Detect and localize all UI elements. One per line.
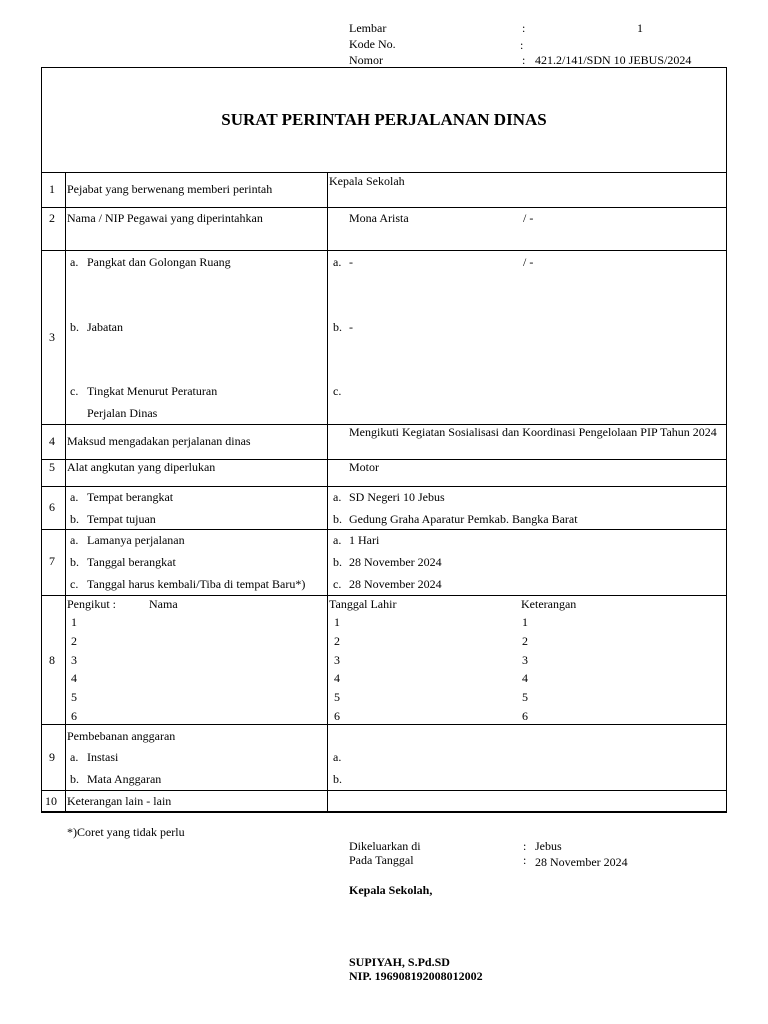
list-item: 5	[522, 690, 528, 704]
row3-b-label: Jabatan	[87, 320, 123, 334]
row3-c-value-letter: c.	[333, 384, 342, 398]
list-item: 2	[71, 634, 77, 648]
row3-a-letter: a.	[70, 255, 79, 269]
row5-number: 5	[49, 460, 55, 474]
list-item: 1	[522, 615, 528, 629]
list-item: 5	[71, 690, 77, 704]
list-item: 6	[71, 709, 77, 723]
row8-number: 8	[49, 653, 55, 667]
signer-name: SUPIYAH, S.Pd.SD	[349, 955, 450, 969]
row6-a-letter: a.	[70, 490, 79, 504]
row8-pengikut-label: Pengikut :	[67, 597, 117, 611]
tanggal-label: Pada Tanggal	[349, 853, 414, 867]
row9-number: 9	[49, 750, 55, 764]
nomor-colon: :	[522, 53, 526, 67]
row6-b-value-letter: b.	[333, 512, 342, 526]
row7-c-value-letter: c.	[333, 577, 342, 591]
row3-b-value: -	[349, 320, 353, 334]
row1-label: Pejabat yang berwenang memberi perintah	[67, 182, 273, 196]
list-item: 1	[71, 615, 77, 629]
tanggal-value: 28 November 2024	[535, 855, 628, 869]
row7-a-label: Lamanya perjalanan	[87, 533, 185, 547]
list-item: 4	[71, 671, 77, 685]
kode-colon: :	[520, 38, 524, 52]
row9-b-letter: b.	[70, 772, 79, 786]
row7-a-value: 1 Hari	[349, 533, 380, 547]
row3-a-value2: / -	[523, 255, 534, 269]
row9-a-value-letter: a.	[333, 750, 342, 764]
row8-tanggal-lahir-header: Tanggal Lahir	[329, 597, 397, 611]
row7-number: 7	[49, 554, 55, 568]
row2-nip: / -	[523, 211, 534, 225]
row3-number: 3	[49, 330, 55, 344]
row3-c-label: Tingkat Menurut Peraturan	[87, 384, 218, 398]
row1-value: Kepala Sekolah	[329, 174, 405, 188]
nomor-value: 421.2/141/SDN 10 JEBUS/2024	[535, 53, 692, 67]
list-item: 2	[522, 634, 528, 648]
lembar-colon: :	[522, 21, 526, 35]
row3-b-value-letter: b.	[333, 320, 342, 334]
row9-b-value-letter: b.	[333, 772, 342, 786]
row7-a-letter: a.	[70, 533, 79, 547]
row3-b-letter: b.	[70, 320, 79, 334]
row7-b-value: 28 November 2024	[349, 555, 442, 569]
row1-number: 1	[49, 182, 55, 196]
row7-c-label: Tanggal harus kembali/Tiba di tempat Baru*)	[87, 577, 306, 591]
row3-a-label: Pangkat dan Golongan Ruang	[87, 255, 231, 269]
list-item: 1	[334, 615, 340, 629]
row5-label: Alat angkutan yang diperlukan	[67, 460, 216, 474]
nomor-label: Nomor	[349, 53, 383, 67]
row10-number: 10	[45, 794, 57, 808]
row3-a-value-letter: a.	[333, 255, 342, 269]
row7-c-value: 28 November 2024	[349, 577, 442, 591]
footnote: *)Coret yang tidak perlu	[67, 825, 185, 839]
row7-b-letter: b.	[70, 555, 79, 569]
dikeluarkan-colon: :	[523, 839, 527, 853]
row6-number: 6	[49, 500, 55, 514]
dikeluarkan-value: Jebus	[535, 839, 562, 853]
row8-keterangan-header: Keterangan	[521, 597, 577, 611]
row8-nama-header: Nama	[149, 597, 178, 611]
row2-name: Mona Arista	[349, 211, 409, 225]
list-item: 3	[334, 653, 340, 667]
row9-label: Pembebanan anggaran	[67, 729, 176, 743]
list-item: 4	[522, 671, 528, 685]
row2-number: 2	[49, 211, 55, 225]
list-item: 6	[522, 709, 528, 723]
row6-b-label: Tempat tujuan	[87, 512, 156, 526]
row6-b-value: Gedung Graha Aparatur Pemkab. Bangka Barat	[349, 512, 578, 526]
lembar-value: 1	[637, 21, 643, 35]
row4-value: Mengikuti Kegiatan Sosialisasi dan Koordinasi Pengelolaan PIP Tahun 2024	[349, 425, 717, 439]
row9-a-letter: a.	[70, 750, 79, 764]
row7-c-letter: c.	[70, 577, 79, 591]
row4-label: Maksud mengadakan perjalanan dinas	[67, 434, 251, 448]
row3-a-value: -	[349, 255, 353, 269]
row7-b-label: Tanggal berangkat	[87, 555, 176, 569]
list-item: 4	[334, 671, 340, 685]
list-item: 5	[334, 690, 340, 704]
dikeluarkan-label: Dikeluarkan di	[349, 839, 421, 853]
lembar-label: Lembar	[349, 21, 387, 35]
row3-c-label2: Perjalan Dinas	[87, 406, 158, 420]
row3-c-letter: c.	[70, 384, 79, 398]
signer-nip: NIP. 196908192008012002	[349, 969, 483, 983]
document-title: SURAT PERINTAH PERJALANAN DINAS	[221, 110, 547, 129]
tanggal-colon: :	[523, 853, 527, 867]
row6-b-letter: b.	[70, 512, 79, 526]
row9-a-label: Instasi	[87, 750, 119, 764]
row7-b-value-letter: b.	[333, 555, 342, 569]
list-item: 3	[522, 653, 528, 667]
row4-number: 4	[49, 434, 55, 448]
signer-title: Kepala Sekolah,	[349, 883, 433, 897]
list-item: 6	[334, 709, 340, 723]
row10-label: Keterangan lain - lain	[67, 794, 172, 808]
row6-a-value-letter: a.	[333, 490, 342, 504]
row2-label: Nama / NIP Pegawai yang diperintahkan	[67, 211, 263, 225]
row7-a-value-letter: a.	[333, 533, 342, 547]
row5-value: Motor	[349, 460, 379, 474]
kode-label: Kode No.	[349, 37, 396, 51]
list-item: 2	[334, 634, 340, 648]
list-item: 3	[71, 653, 77, 667]
row6-a-label: Tempat berangkat	[87, 490, 174, 504]
row6-a-value: SD Negeri 10 Jebus	[349, 490, 445, 504]
row9-b-label: Mata Anggaran	[87, 772, 162, 786]
